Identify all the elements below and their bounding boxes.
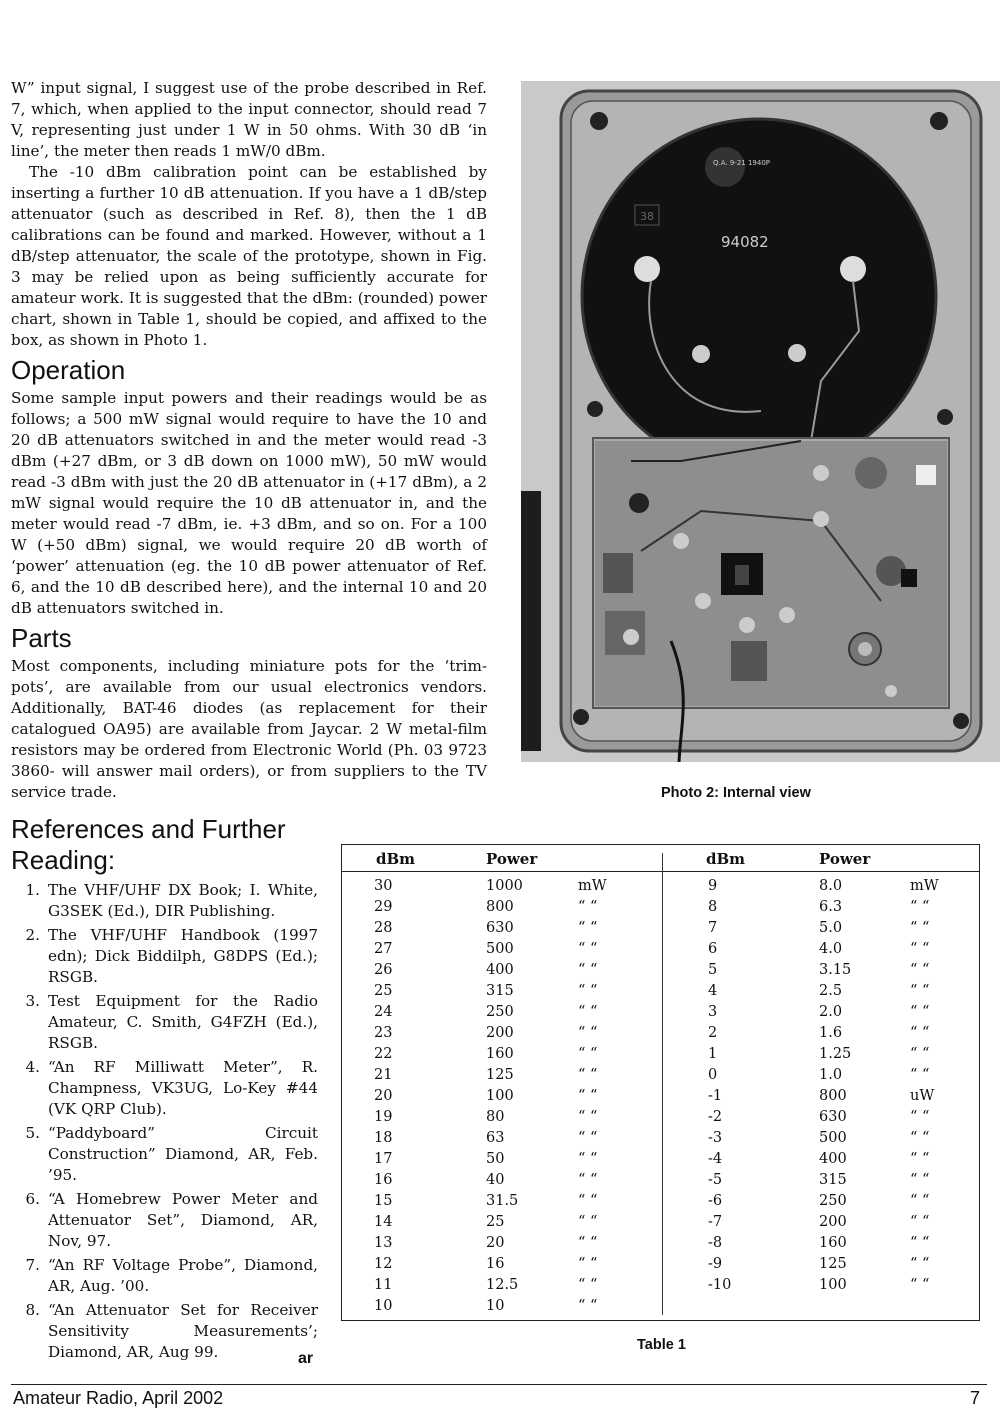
table-cell-power: 1.0 [819,1067,843,1083]
table-cell-dbm: 11 [374,1277,393,1293]
reference-item [16,1255,318,1297]
table-cell-dbm: 16 [374,1172,393,1188]
table-row [342,1277,979,1298]
reference-text: The VHF/UHF Handbook (1997 edn); Dick Biddilph, G8DPS (Ed.); RSGB. [48,926,318,986]
reference-text: Test Equipment for the Radio Amateur, C. Smith, G4FZH (Ed.), RSGB. [48,992,318,1052]
table-cell-unit: “ “ [578,920,598,936]
table-cell-unit: “ “ [578,899,598,915]
table-cell-unit: “ “ [578,1046,598,1062]
table-cell-dbm: 8 [708,899,718,915]
table-cell-dbm: -9 [708,1256,723,1272]
table-row [342,1004,979,1025]
table-cell-dbm: 17 [374,1151,393,1167]
right-power-header: Power [819,850,871,868]
table-cell-dbm: 14 [374,1214,393,1230]
table-cell-unit: “ “ [910,1172,930,1188]
footer-publication: Amateur Radio, April 2002 [13,1388,224,1408]
reference-item [16,991,318,1054]
parts-heading: Parts [11,623,72,653]
table-cell-power: 12.5 [486,1277,519,1293]
table-cell-power: 400 [486,962,514,978]
operation-heading: Operation [11,355,126,385]
table-caption: Table 1 [637,1337,686,1353]
table-cell-dbm: 18 [374,1130,393,1146]
table-cell-power: 250 [486,1004,514,1020]
table-row [342,1172,979,1193]
table-row [342,1235,979,1256]
table-header-rule [342,871,979,872]
table-cell-power: 200 [819,1214,847,1230]
table-cell-unit: “ “ [910,1046,930,1062]
table-cell-unit: “ “ [578,983,598,999]
table-cell-power: 8.0 [819,878,843,894]
references-heading [11,814,331,876]
reference-item [16,1123,318,1186]
table-cell-power: 63 [486,1130,505,1146]
reference-item [16,880,318,922]
table-cell-dbm: -8 [708,1235,723,1251]
table-cell-dbm: 30 [374,878,393,894]
table-cell-power: 125 [819,1256,847,1272]
references-heading-line-1: References and Further [11,814,286,844]
right-dbm-header: dBm [706,850,746,868]
table-cell-power: 800 [486,899,514,915]
table-cell-unit: “ “ [578,1193,598,1209]
table-cell-power: 200 [486,1025,514,1041]
table-cell-power: 100 [486,1088,514,1104]
table-row [342,1130,979,1151]
table-cell-dbm: 23 [374,1025,393,1041]
reference-number: 2. [25,926,40,944]
left-column [11,78,487,803]
table-cell-unit: “ “ [578,1088,598,1104]
table-cell-power: 2.5 [819,983,843,999]
table-cell-power: 800 [819,1088,847,1104]
table-cell-power: 125 [486,1067,514,1083]
table-cell-dbm: 13 [374,1235,393,1251]
reference-item [16,1057,318,1120]
table-cell-dbm: 4 [708,983,718,999]
table-cell-power: 630 [486,920,514,936]
table-cell-power: 80 [486,1109,505,1125]
table-cell-unit: “ “ [578,1109,598,1125]
table-cell-power: 3.15 [819,962,852,978]
left-dbm-header: dBm [376,850,416,868]
table-row [342,1109,979,1130]
operation-paragraph: Some sample input powers and their readings would be as follows; a 500 mW signal would require to have the 10 and 20 dB attenuators switched in and the meter would read -3 dBm (+27 dBm, or 3 dB down on 1000 mW), 50 mW would read -3 dBm with just the 20 dB attenuator in (+17 dBm), a 2 mW signal would require the 10 dB attenuator in, and the meter would read -7 dBm, ie. +3 dBm, and so on. For a 100 W (+50 dBm) signal, we would require 20 dB worth of ‘power’ attenuation (eg. the 10 dB power attenuator of Ref. 6, and the 10 dB described here), and the internal 10 and 20 dB attenuators switched in. [11,389,487,617]
table-cell-dbm: 1 [708,1046,718,1062]
table-cell-power: 315 [486,983,514,999]
table-cell-power: 4.0 [819,941,843,957]
table-cell-dbm: -10 [708,1277,732,1293]
reference-item [16,1189,318,1252]
table-cell-power: 400 [819,1151,847,1167]
references-list [16,880,318,1366]
table-cell-dbm: -4 [708,1151,723,1167]
table-cell-dbm: -7 [708,1214,723,1230]
table-cell-unit: “ “ [910,920,930,936]
table-cell-power: 31.5 [486,1193,519,1209]
table-row [342,941,979,962]
internal-view-photo [521,81,1000,762]
footer-rule [11,1384,987,1385]
table-cell-dbm: 24 [374,1004,393,1020]
table-cell-unit: “ “ [910,983,930,999]
references-heading-line-2: Reading: [11,845,116,875]
table-cell-unit: “ “ [578,1277,598,1293]
table-cell-dbm: 22 [374,1046,393,1062]
table-cell-unit: “ “ [578,1025,598,1041]
intro-paragraph-1: W” input signal, I suggest use of the probe described in Ref. 7, which, when applied to the input connector, should read 7 V, representing just under 1 W in 50 ohms. With 30 dB ‘in line’, the meter then reads 1 mW/0 dBm. [11,79,487,160]
table-row [342,1088,979,1109]
table-cell-power: 630 [819,1109,847,1125]
end-mark: ar [298,1350,314,1367]
table-cell-dbm: 7 [708,920,718,936]
table-cell-unit: “ “ [910,1235,930,1251]
table-cell-dbm: 9 [708,878,718,894]
table-cell-unit: “ “ [578,1298,598,1314]
table-cell-dbm: -1 [708,1088,723,1104]
table-cell-unit: “ “ [578,1235,598,1251]
table-cell-dbm: 3 [708,1004,718,1020]
table-cell-unit: “ “ [578,962,598,978]
power-table [341,844,980,1321]
table-cell-dbm: 10 [374,1298,393,1314]
table-row [342,920,979,941]
table-cell-dbm: 28 [374,920,393,936]
table-cell-unit: mW [578,878,607,894]
reference-text: “An Attenuator Set for Receiver Sensitivity Measurements’; Diamond, AR, Aug 99. [48,1301,318,1361]
meter-badge-label: 38 [640,210,654,223]
table-cell-power: 1000 [486,878,523,894]
table-row [342,962,979,983]
table-row [342,878,979,899]
table-row [342,1046,979,1067]
reference-text: “An RF Voltage Probe”, Diamond, AR, Aug. ’00. [48,1256,318,1295]
table-cell-unit: “ “ [910,1277,930,1293]
reference-text: “Paddyboard” Circuit Construction” Diamond, AR, Feb. ’95. [48,1124,318,1184]
table-cell-power: 160 [819,1235,847,1251]
table-cell-dbm: -6 [708,1193,723,1209]
reference-number: 7. [25,1256,40,1274]
table-cell-dbm: 0 [708,1067,718,1083]
table-cell-unit: “ “ [578,1151,598,1167]
table-cell-unit: “ “ [910,1193,930,1209]
table-cell-unit: “ “ [910,1004,930,1020]
table-cell-unit: “ “ [578,1004,598,1020]
table-cell-unit: “ “ [910,1067,930,1083]
table-cell-unit: “ “ [910,1151,930,1167]
table-cell-unit: “ “ [578,1130,598,1146]
table-cell-dbm: -3 [708,1130,723,1146]
reference-item [16,1300,318,1363]
reference-text: “An RF Milliwatt Meter”, R. Champness, VK3UG, Lo-Key #44 (VK QRP Club). [48,1058,318,1118]
table-cell-power: 1.25 [819,1046,852,1062]
table-row [342,1193,979,1214]
reference-number: 1. [25,881,40,899]
table-cell-unit: “ “ [910,962,930,978]
table-cell-power: 1.6 [819,1025,843,1041]
table-cell-dbm: 25 [374,983,393,999]
table-cell-power: 40 [486,1172,505,1188]
table-cell-power: 315 [819,1172,847,1188]
table-cell-dbm: 26 [374,962,393,978]
table-cell-unit: “ “ [910,1025,930,1041]
table-cell-power: 25 [486,1214,505,1230]
meter-serial-label: 94082 [721,233,769,251]
table-cell-dbm: 29 [374,899,393,915]
table-cell-unit: “ “ [578,1172,598,1188]
reference-number: 8. [25,1301,40,1319]
table-cell-power: 2.0 [819,1004,843,1020]
internal-view-illustration [521,81,1000,762]
table-cell-unit: “ “ [578,1256,598,1272]
table-cell-dbm: 2 [708,1025,718,1041]
left-power-header: Power [486,850,538,868]
table-cell-unit: “ “ [578,1067,598,1083]
table-row [342,1214,979,1235]
photo-caption: Photo 2: Internal view [661,785,811,801]
reference-text: The VHF/UHF DX Book; I. White, G3SEK (Ed.), DIR Publishing. [48,881,318,920]
reference-number: 4. [25,1058,40,1076]
table-cell-unit: “ “ [910,1214,930,1230]
table-cell-dbm: 12 [374,1256,393,1272]
table-cell-power: 6.3 [819,899,843,915]
table-cell-power: 20 [486,1235,505,1251]
table-cell-dbm: -2 [708,1109,723,1125]
table-row [342,1256,979,1277]
table-cell-unit: “ “ [910,899,930,915]
page-number: 7 [970,1388,981,1408]
table-cell-unit: “ “ [910,941,930,957]
reference-item [16,925,318,988]
table-cell-power: 500 [819,1130,847,1146]
meter-marking-label: Q.A. 9-21 1940P [713,159,770,167]
table-cell-power: 16 [486,1256,505,1272]
table-cell-dbm: 19 [374,1109,393,1125]
table-cell-power: 250 [819,1193,847,1209]
table-cell-dbm: 20 [374,1088,393,1104]
table-cell-dbm: 6 [708,941,718,957]
table-cell-unit: “ “ [910,1256,930,1272]
table-row [342,1025,979,1046]
table-cell-dbm: 21 [374,1067,393,1083]
table-cell-power: 500 [486,941,514,957]
table-cell-unit: “ “ [578,1214,598,1230]
table-cell-dbm: 15 [374,1193,393,1209]
table-cell-dbm: -5 [708,1172,723,1188]
intro-paragraph-2: The -10 dBm calibration point can be established by inserting a further 10 dB attenuation. If you have a 1 dB/step attenuator (such as described in Ref. 8), then the 1 dB calibrations can be found and marked. However, without a 1 dB/step attenuator, the scale of the prototype, shown in Fig. 3 may be relied upon as being sufficiently accurate for amateur work. It is suggested that the dBm: (rounded) power chart, shown in Table 1, should be copied, and affixed to the box, as shown in Photo 1. [11,163,487,349]
table-cell-dbm: 27 [374,941,393,957]
table-row [342,899,979,920]
parts-paragraph: Most components, including miniature pots for the ‘trim-pots’, are available from our usual electronics vendors. Additionally, BAT-46 diodes (as replacement for their catalogued OA95) are available from Jaycar. 2 W metal-film resistors may be ordered from Electronic World (Ph. 03 9723 3860- will answer mail orders), or from suppliers to the TV service trade. [11,657,487,801]
table-cell-unit: “ “ [578,941,598,957]
table-cell-unit: “ “ [910,1130,930,1146]
table-row [342,1067,979,1088]
table-cell-unit: uW [910,1088,935,1104]
table-cell-power: 50 [486,1151,505,1167]
reference-number: 3. [25,992,40,1010]
table-row [342,983,979,1004]
reference-number: 5. [25,1124,40,1142]
table-cell-power: 10 [486,1298,505,1314]
table-row [342,1298,979,1319]
table-cell-power: 160 [486,1046,514,1062]
table-row [342,1151,979,1172]
table-cell-unit: mW [910,878,939,894]
table-cell-power: 100 [819,1277,847,1293]
table-cell-dbm: 5 [708,962,718,978]
reference-text: “A Homebrew Power Meter and Attenuator Set”, Diamond, AR, Nov, 97. [48,1190,318,1250]
table-cell-unit: “ “ [910,1109,930,1125]
reference-number: 6. [25,1190,40,1208]
table-cell-power: 5.0 [819,920,843,936]
